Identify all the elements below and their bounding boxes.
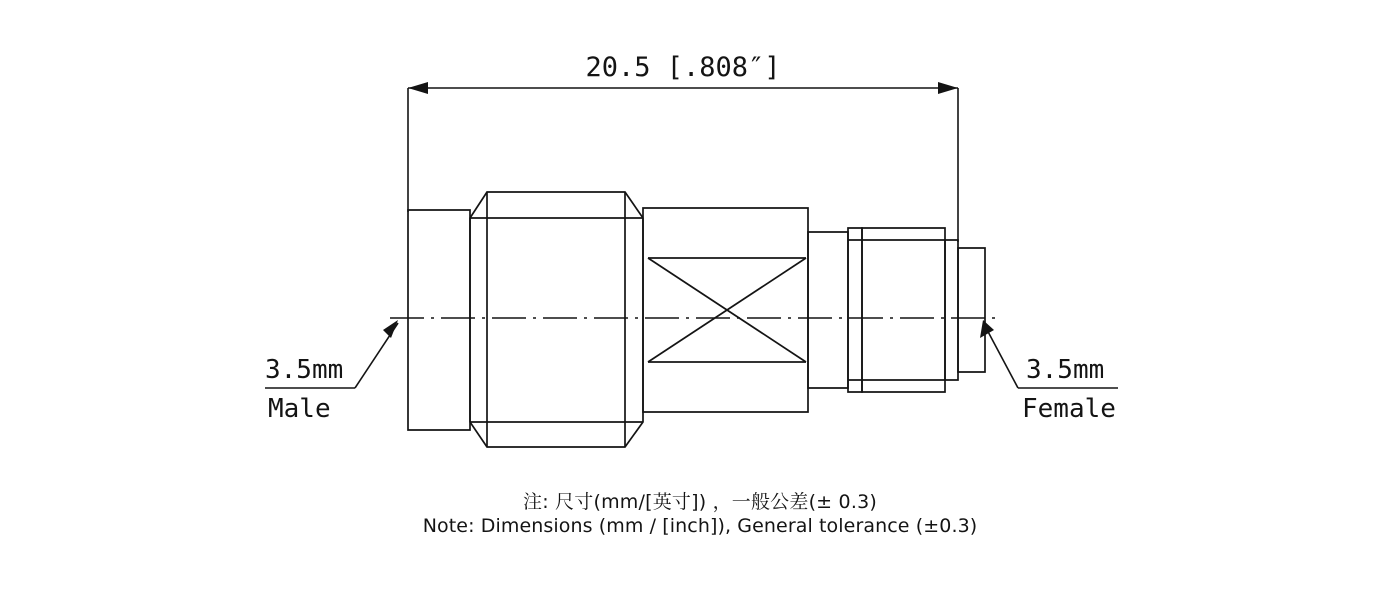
female-hex-body: [862, 228, 945, 392]
overall-dimension-label: 20.5 [.808″]: [585, 52, 781, 83]
right-leader-arrow: [980, 320, 994, 338]
note-chinese: 注: 尺寸(mm/[英寸]) ，一般公差(± 0.3): [523, 491, 877, 513]
male-shank: [408, 210, 470, 430]
dimension-arrow-left: [408, 82, 428, 94]
female-end-stub: [958, 248, 985, 372]
left-size-label: 3.5mm: [265, 355, 344, 385]
right-size-label: 3.5mm: [1026, 355, 1105, 385]
female-hex-right-face: [945, 240, 958, 380]
right-leader-line: [985, 326, 1018, 388]
hex-nut-outline: [470, 192, 643, 447]
left-gender-label: Male: [268, 394, 331, 424]
right-step-collar: [808, 232, 848, 388]
note-english: Note: Dimensions (mm / [inch]), General tolerance (±0.3): [422, 515, 978, 537]
overall-dimension: [408, 88, 958, 242]
dimension-arrow-right: [938, 82, 958, 94]
right-gender-label: Female: [1022, 394, 1116, 424]
left-leader-arrow: [383, 320, 398, 338]
female-hex-left-face: [848, 228, 862, 392]
connector-body: [408, 192, 985, 447]
